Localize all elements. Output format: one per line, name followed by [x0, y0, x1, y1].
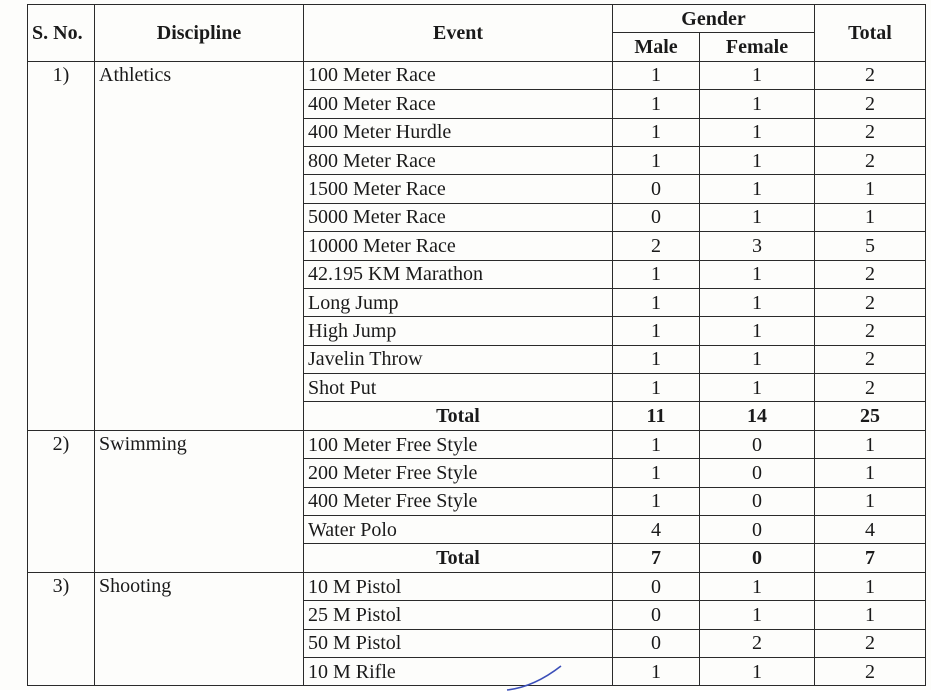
total-count: 2: [815, 374, 926, 402]
events-table: [27, 4, 926, 686]
pen-stroke-mark: [505, 662, 565, 692]
subtotal-male: 7: [613, 544, 700, 572]
female-count: 3: [700, 232, 815, 260]
total-count: 1: [815, 572, 926, 600]
event-name: 100 Meter Free Style: [304, 430, 613, 458]
total-count: 1: [815, 175, 926, 203]
male-count: 1: [613, 374, 700, 402]
header-row-1: [28, 5, 926, 33]
female-count: 0: [700, 430, 815, 458]
event-name: Long Jump: [304, 288, 613, 316]
female-count: 1: [700, 175, 815, 203]
female-count: 1: [700, 146, 815, 174]
male-count: 1: [613, 657, 700, 685]
event-name: 5000 Meter Race: [304, 203, 613, 231]
female-count: 1: [700, 572, 815, 600]
group-discipline: Swimming: [95, 430, 304, 572]
female-count: 0: [700, 516, 815, 544]
total-count: 2: [815, 146, 926, 174]
subtotal-total: 7: [815, 544, 926, 572]
female-count: 1: [700, 118, 815, 146]
group-sno: 3): [28, 572, 95, 686]
total-count: 1: [815, 203, 926, 231]
female-count: 1: [700, 345, 815, 373]
male-count: 0: [613, 629, 700, 657]
female-count: 1: [700, 203, 815, 231]
male-count: 1: [613, 459, 700, 487]
header-total: Total: [815, 5, 926, 62]
event-name: 400 Meter Free Style: [304, 487, 613, 515]
header-female: Female: [700, 33, 815, 61]
male-count: 1: [613, 61, 700, 89]
subtotal-female: 0: [700, 544, 815, 572]
male-count: 1: [613, 487, 700, 515]
female-count: 1: [700, 374, 815, 402]
total-count: 2: [815, 317, 926, 345]
event-name: 800 Meter Race: [304, 146, 613, 174]
female-count: 1: [700, 657, 815, 685]
total-count: 2: [815, 657, 926, 685]
event-name: 50 M Pistol: [304, 629, 613, 657]
group-discipline: Shooting: [95, 572, 304, 686]
male-count: 1: [613, 345, 700, 373]
total-count: 2: [815, 345, 926, 373]
group-sno: 1): [28, 61, 95, 430]
subtotal-female: 14: [700, 402, 815, 430]
female-count: 0: [700, 459, 815, 487]
event-name: Water Polo: [304, 516, 613, 544]
event-name: 42.195 KM Marathon: [304, 260, 613, 288]
group-sno: 2): [28, 430, 95, 572]
subtotal-label: Total: [304, 544, 613, 572]
table-row: [28, 572, 926, 600]
event-name: 10 M Rifle: [304, 657, 613, 685]
event-name: 10 M Pistol: [304, 572, 613, 600]
header-event: Event: [304, 5, 613, 62]
female-count: 1: [700, 601, 815, 629]
total-count: 2: [815, 288, 926, 316]
subtotal-label: Total: [304, 402, 613, 430]
header-male: Male: [613, 33, 700, 61]
total-count: 2: [815, 260, 926, 288]
event-name: 25 M Pistol: [304, 601, 613, 629]
total-count: 4: [815, 516, 926, 544]
male-count: 1: [613, 260, 700, 288]
total-count: 2: [815, 61, 926, 89]
female-count: 1: [700, 317, 815, 345]
event-name: 400 Meter Hurdle: [304, 118, 613, 146]
total-count: 1: [815, 487, 926, 515]
total-count: 2: [815, 629, 926, 657]
header-gender: Gender: [613, 5, 815, 33]
total-count: 2: [815, 118, 926, 146]
group-discipline: Athletics: [95, 61, 304, 430]
male-count: 2: [613, 232, 700, 260]
male-count: 1: [613, 430, 700, 458]
event-name: 400 Meter Race: [304, 90, 613, 118]
male-count: 1: [613, 118, 700, 146]
total-count: 5: [815, 232, 926, 260]
event-name: Javelin Throw: [304, 345, 613, 373]
female-count: 0: [700, 487, 815, 515]
subtotal-total: 25: [815, 402, 926, 430]
female-count: 1: [700, 260, 815, 288]
total-count: 1: [815, 459, 926, 487]
female-count: 1: [700, 90, 815, 118]
male-count: 1: [613, 90, 700, 118]
male-count: 1: [613, 288, 700, 316]
male-count: 0: [613, 572, 700, 600]
event-name: 100 Meter Race: [304, 61, 613, 89]
male-count: 1: [613, 146, 700, 174]
female-count: 2: [700, 629, 815, 657]
male-count: 1: [613, 317, 700, 345]
female-count: 1: [700, 61, 815, 89]
male-count: 0: [613, 175, 700, 203]
subtotal-male: 11: [613, 402, 700, 430]
total-count: 2: [815, 90, 926, 118]
event-name: High Jump: [304, 317, 613, 345]
total-count: 1: [815, 430, 926, 458]
event-name: 1500 Meter Race: [304, 175, 613, 203]
male-count: 4: [613, 516, 700, 544]
pen-stroke-path: [507, 666, 561, 690]
male-count: 0: [613, 203, 700, 231]
header-sno: S. No.: [28, 5, 95, 62]
table-row: [28, 430, 926, 458]
event-name: Shot Put: [304, 374, 613, 402]
table-body: [28, 61, 926, 686]
table-row: [28, 61, 926, 89]
total-count: 1: [815, 601, 926, 629]
event-name: 10000 Meter Race: [304, 232, 613, 260]
header-discipline: Discipline: [95, 5, 304, 62]
event-name: 200 Meter Free Style: [304, 459, 613, 487]
female-count: 1: [700, 288, 815, 316]
male-count: 0: [613, 601, 700, 629]
